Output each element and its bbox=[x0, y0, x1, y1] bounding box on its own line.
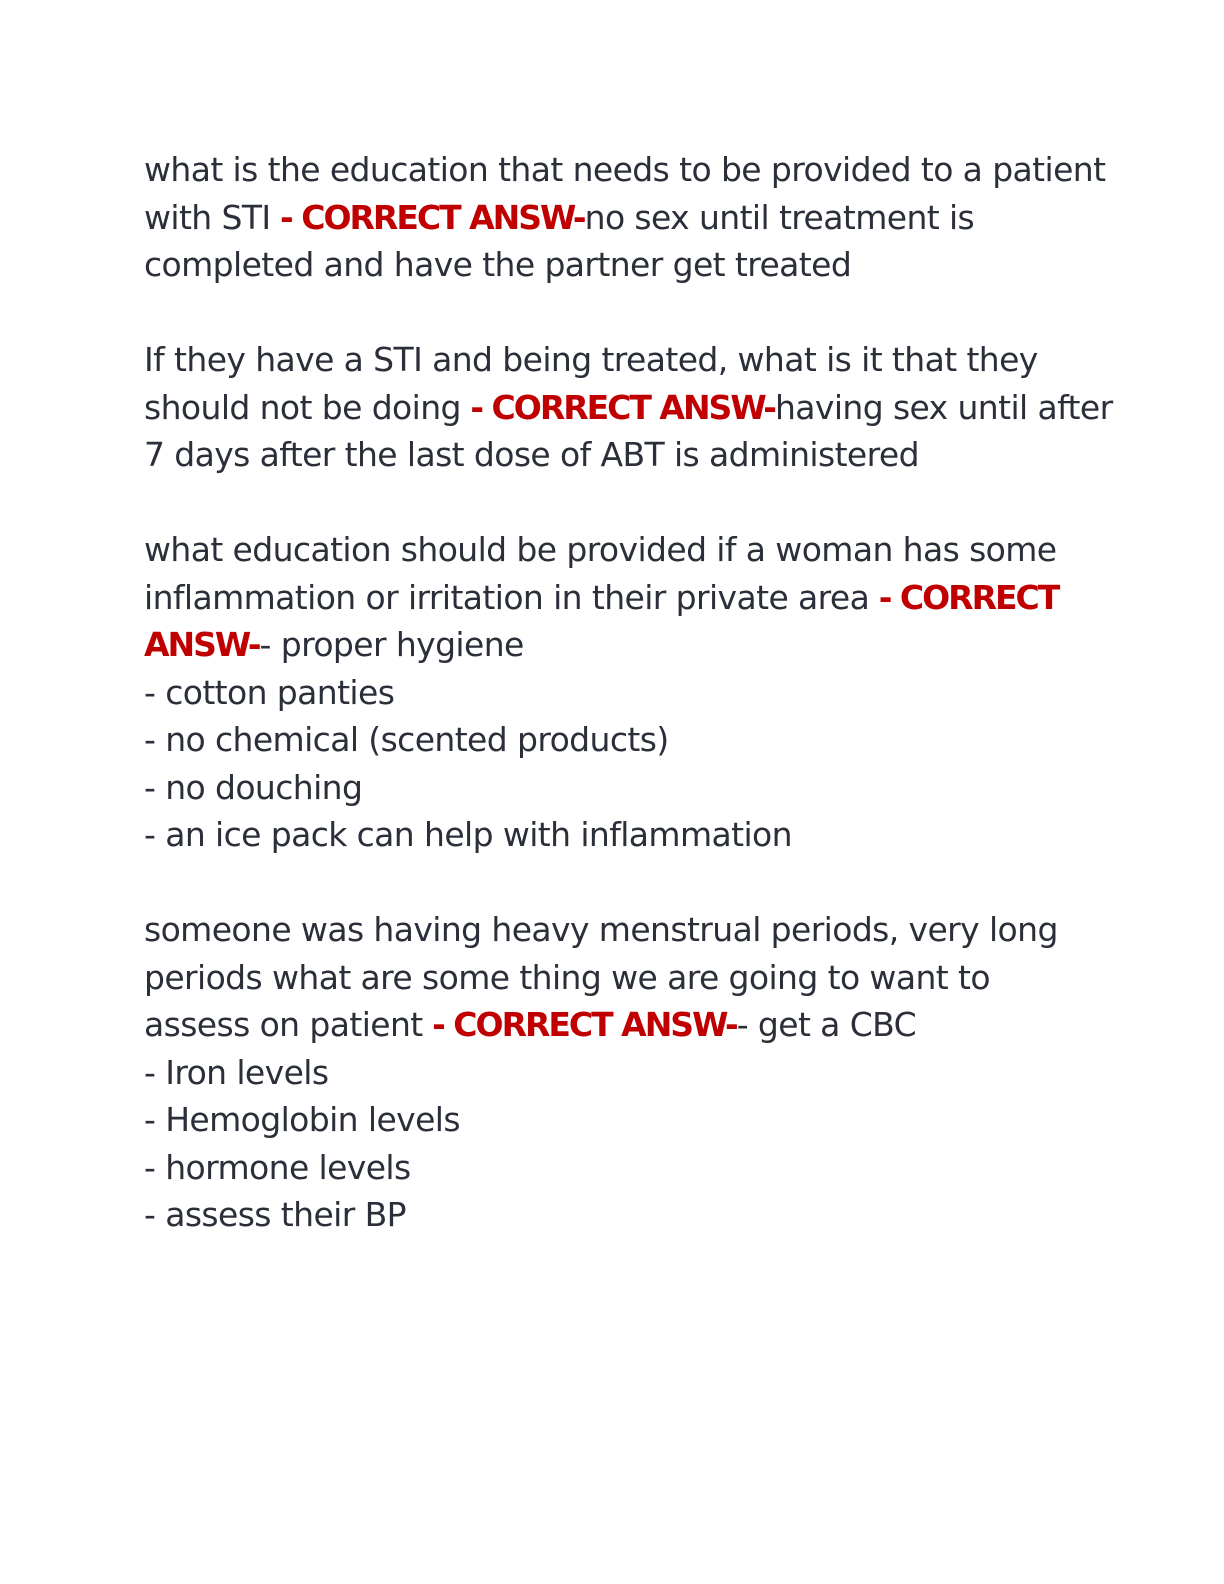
answer-text: - get a CBC bbox=[736, 1005, 917, 1044]
qa-item-4 bbox=[144, 906, 1084, 1239]
qa-item-3 bbox=[144, 526, 1084, 859]
question-marker-line bbox=[144, 574, 1084, 622]
answer-line: - Iron levels bbox=[144, 1052, 329, 1092]
question-text: with STI bbox=[144, 197, 271, 237]
answer-line: - assess their BP bbox=[144, 1195, 406, 1234]
question-line: what is the education that needs to be provided to a patient bbox=[144, 150, 1106, 189]
answer-line: completed and have the partner get treated bbox=[144, 245, 852, 284]
question-line: periods what are some thing we are going to want to bbox=[144, 957, 990, 997]
qa-item-1 bbox=[144, 146, 1106, 289]
answer-line: - Hemoglobin levels bbox=[144, 1100, 460, 1139]
answer-line: - an ice pack can help with inflammation bbox=[144, 815, 792, 854]
answer-line: - hormone levels bbox=[144, 1147, 411, 1187]
question-text: should not be doing bbox=[144, 387, 461, 427]
answer-text: - proper hygiene bbox=[259, 625, 524, 664]
answer-line: - cotton panties bbox=[144, 672, 395, 712]
question-answer-line bbox=[144, 1001, 1084, 1049]
answer-text: no sex until treatment is bbox=[584, 197, 975, 237]
answer-marker-tail: ANSW- bbox=[144, 625, 260, 664]
answer-line: - no douching bbox=[144, 767, 363, 807]
answer-line: 7 days after the last dose of ABT is administered bbox=[144, 435, 919, 474]
answer-marker: - CORRECT ANSW- bbox=[270, 197, 585, 237]
question-text: inflammation or irritation in their private area bbox=[144, 577, 870, 617]
marker-answer-line bbox=[144, 621, 1084, 669]
question-line: If they have a STI and being treated, what is it that they bbox=[144, 340, 1038, 379]
question-text: assess on patient bbox=[144, 1005, 423, 1044]
qa-item-2 bbox=[144, 336, 1113, 479]
question-answer-line bbox=[144, 194, 1084, 242]
question-answer-line bbox=[144, 384, 1113, 432]
answer-text: having sex until after bbox=[774, 387, 1113, 427]
answer-marker: - CORRECT ANSW- bbox=[460, 387, 775, 427]
question-line: what education should be provided if a woman has some bbox=[144, 530, 1057, 569]
answer-line: - no chemical (scented products) bbox=[144, 720, 669, 759]
document-page bbox=[144, 146, 1113, 1286]
question-line: someone was having heavy menstrual periods, very long bbox=[144, 910, 1058, 949]
answer-marker: - CORRECT ANSW- bbox=[422, 1005, 737, 1044]
answer-marker-head: - CORRECT bbox=[869, 577, 1059, 617]
